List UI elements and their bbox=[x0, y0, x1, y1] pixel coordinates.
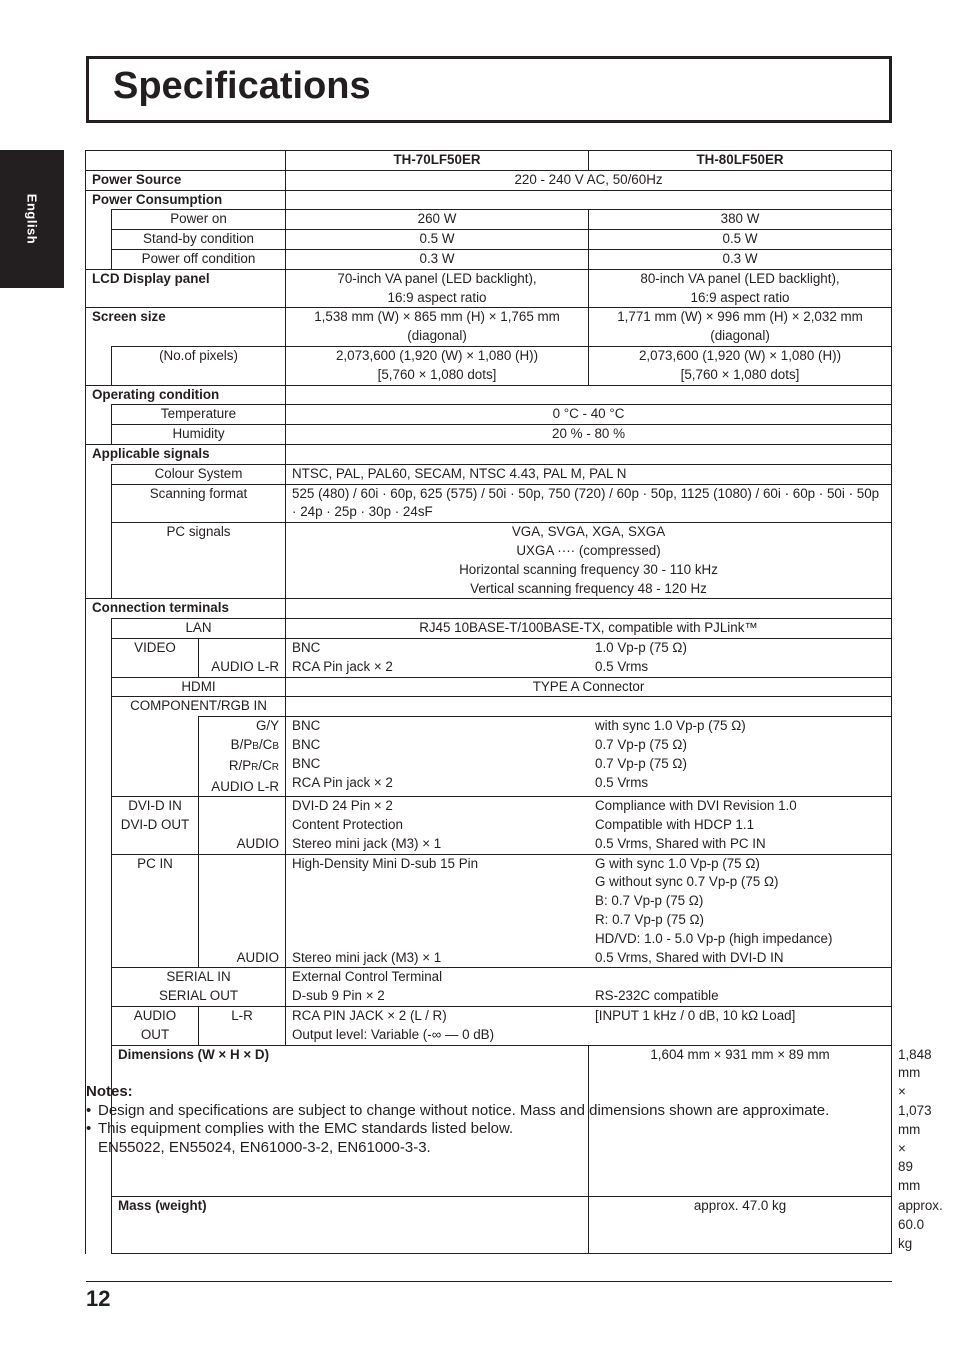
blank bbox=[112, 717, 199, 797]
row-label: Power Consumption bbox=[86, 190, 286, 210]
cell: 0.5 W bbox=[286, 230, 589, 250]
line: 80-inch VA panel (LED backlight), bbox=[640, 270, 840, 286]
bullet: • bbox=[86, 1101, 92, 1119]
cell: 0.3 W bbox=[589, 249, 892, 269]
header-blank bbox=[86, 151, 286, 171]
table-row bbox=[86, 151, 892, 171]
indent bbox=[86, 464, 112, 599]
row-label bbox=[112, 797, 199, 854]
row-sublabel bbox=[199, 797, 286, 854]
value: 0.5 Vrms bbox=[595, 658, 649, 674]
row-label: Dimensions (W × H × D) bbox=[112, 1045, 589, 1196]
table-row bbox=[86, 697, 892, 717]
page-title: Specifications bbox=[113, 65, 371, 107]
row-label: PC signals bbox=[112, 523, 286, 599]
model-header: TH-70LF50ER bbox=[286, 151, 589, 171]
cell: High-Density Mini D-sub 15 Pin G with sync 1.0 Vp-p (75 Ω) G without sync 0.7 Vp-p (75 Ω) B: 0.7 Vp-p (75 Ω) R: 0.7 Vp-p (75 Ω) HD/VD: 1.0 - 5.0 Vp-p (high impedance) Stereo mini jack (M3) × 1 0.5 Vrms, Shared with DVI-D IN bbox=[286, 854, 892, 968]
language-label: English bbox=[24, 193, 40, 245]
table-row bbox=[86, 484, 892, 523]
list-item bbox=[86, 1139, 886, 1158]
value: RCA Pin jack × 2 bbox=[292, 658, 393, 674]
cell bbox=[286, 190, 892, 210]
table-row bbox=[86, 249, 892, 269]
table-row bbox=[86, 269, 892, 308]
line: Vertical scanning frequency 48 - 120 Hz bbox=[470, 580, 707, 596]
row-label: Stand-by condition bbox=[112, 230, 286, 250]
line: [5,760 × 1,080 dots] bbox=[377, 366, 497, 382]
cell bbox=[286, 385, 892, 405]
table-row bbox=[86, 385, 892, 405]
row-label: Screen size bbox=[86, 308, 286, 347]
line: 2,073,600 (1,920 (W) × 1,080 (H)) bbox=[335, 347, 539, 363]
table-row bbox=[86, 1007, 892, 1046]
line: VGA, SVGA, XGA, SXGA bbox=[511, 524, 666, 540]
line: AUDIO bbox=[236, 949, 280, 965]
title-box bbox=[86, 56, 892, 123]
table-row bbox=[86, 968, 892, 1007]
cell: approx. 47.0 kg bbox=[589, 1197, 892, 1254]
line: AUDIO bbox=[236, 835, 280, 851]
table-row bbox=[86, 619, 892, 639]
row-label: Mass (weight) bbox=[112, 1197, 589, 1254]
table-row bbox=[86, 308, 892, 347]
cell bbox=[286, 308, 589, 347]
row-label: LCD Display panel bbox=[86, 269, 286, 308]
cell: 525 (480) / 60i · 60p, 625 (575) / 50i · 50p, 750 (720) / 60p · 50p, 1125 (1080) / 60i · 60p · 50i · 50p · 24p · 25p · 30p · 24sF bbox=[286, 484, 892, 523]
row-label: HDMI bbox=[112, 677, 286, 697]
list-item bbox=[86, 1102, 886, 1121]
table-row bbox=[86, 464, 892, 484]
row-sublabel bbox=[199, 854, 286, 968]
row-label: Temperature bbox=[112, 405, 286, 425]
table-row bbox=[86, 210, 892, 230]
notes bbox=[86, 1083, 886, 1157]
model-header: TH-80LF50ER bbox=[589, 151, 892, 171]
note-text: EN55022, EN55024, EN61000-3-2, EN61000-3-3. bbox=[98, 1138, 431, 1156]
line: 1,538 mm (W) × 865 mm (H) × 1,765 mm bbox=[314, 309, 560, 325]
table-row bbox=[86, 444, 892, 464]
table-row bbox=[86, 170, 892, 190]
note-text: This equipment complies with the EMC standards listed below. bbox=[98, 1120, 514, 1137]
row-label: Power on bbox=[112, 210, 286, 230]
table-row bbox=[86, 346, 892, 385]
cell: NTSC, PAL, PAL60, SECAM, NTSC 4.43, PAL M, PAL N bbox=[286, 464, 892, 484]
table-row bbox=[86, 797, 892, 854]
line: (diagonal) bbox=[710, 328, 770, 344]
row-label: Applicable signals bbox=[86, 444, 286, 464]
indent bbox=[86, 346, 112, 385]
list-item bbox=[86, 1120, 886, 1139]
row-sublabel: L-R bbox=[199, 1007, 286, 1046]
line: B/PB/CB bbox=[230, 736, 280, 752]
cell bbox=[589, 269, 892, 308]
line: AUDIO L-R bbox=[211, 658, 280, 674]
row-label: Scanning format bbox=[112, 484, 286, 523]
row-label: Power Source bbox=[86, 170, 286, 190]
table-row bbox=[86, 230, 892, 250]
line: R/PR/CR bbox=[228, 757, 280, 773]
indent bbox=[86, 619, 112, 1254]
cell: 0 °C - 40 °C bbox=[286, 405, 892, 425]
table-row bbox=[86, 599, 892, 619]
line: (diagonal) bbox=[407, 328, 467, 344]
indent bbox=[86, 210, 112, 269]
cell: 260 W bbox=[286, 210, 589, 230]
table-row bbox=[86, 638, 892, 677]
table-row bbox=[86, 717, 892, 797]
cell: 0.5 W bbox=[589, 230, 892, 250]
cell bbox=[286, 638, 892, 677]
notes-heading: Notes: bbox=[86, 1083, 133, 1100]
line: VIDEO bbox=[134, 639, 176, 655]
table-row bbox=[86, 523, 892, 599]
cell: RCA PIN JACK × 2 (L / R) [INPUT 1 kHz / 0 dB, 10 kΩ Load] Output level: Variable (-∞ — 0 dB) bbox=[286, 1007, 892, 1046]
line: OUT bbox=[140, 1026, 170, 1042]
cell bbox=[286, 346, 589, 385]
line: G/Y bbox=[255, 718, 280, 734]
cell: DVI-D 24 Pin × 2 Compliance with DVI Revision 1.0 Content Protection Compatible with HDCP 1.1 Stereo mini jack (M3) × 1 0.5 Vrms, Shared with PC IN bbox=[286, 797, 892, 854]
cell bbox=[286, 599, 892, 619]
row-label: Colour System bbox=[112, 464, 286, 484]
page-number: 12 bbox=[86, 1286, 111, 1311]
language-tab bbox=[0, 150, 64, 288]
row-sublabel bbox=[199, 638, 286, 677]
row-label: (No.of pixels) bbox=[112, 346, 286, 385]
cell: 380 W bbox=[589, 210, 892, 230]
cell bbox=[286, 697, 892, 717]
row-label: Power off condition bbox=[112, 249, 286, 269]
footer-divider bbox=[86, 1281, 892, 1282]
table-row bbox=[86, 405, 892, 425]
value: 1.0 Vp-p (75 Ω) bbox=[595, 639, 687, 655]
cell: RJ45 10BASE-T/100BASE-TX, compatible with PJLink™ bbox=[286, 619, 892, 639]
line: SERIAL IN bbox=[166, 969, 231, 985]
row-label: Connection terminals bbox=[86, 599, 286, 619]
line: UXGA ···· (compressed) bbox=[516, 542, 661, 558]
row-label: LAN bbox=[112, 619, 286, 639]
row-label bbox=[112, 1007, 199, 1046]
note-text: Design and specifications are subject to change without notice. Mass and dimensions shown are approximate. bbox=[98, 1101, 830, 1119]
cell: 20 % - 80 % bbox=[286, 425, 892, 445]
row-label: Operating condition bbox=[86, 385, 286, 405]
cell bbox=[286, 269, 589, 308]
line: SERIAL OUT bbox=[158, 988, 239, 1004]
cell bbox=[286, 523, 892, 599]
cell: External Control Terminal D-sub 9 Pin × 2 RS-232C compatible bbox=[286, 968, 892, 1007]
table-row bbox=[86, 677, 892, 697]
row-label: COMPONENT/RGB IN bbox=[112, 697, 286, 717]
bullet: • bbox=[86, 1120, 92, 1137]
cell: TYPE A Connector bbox=[286, 677, 892, 697]
row-label: Humidity bbox=[112, 425, 286, 445]
line: DVI-D IN bbox=[128, 798, 182, 814]
row-sublabel bbox=[199, 717, 286, 797]
cell: 220 - 240 V AC, 50/60Hz bbox=[286, 170, 892, 190]
line: 70-inch VA panel (LED backlight), bbox=[337, 270, 537, 286]
line: 16:9 aspect ratio bbox=[690, 289, 790, 305]
table-row bbox=[86, 190, 892, 210]
cell bbox=[589, 346, 892, 385]
row-label bbox=[112, 638, 199, 677]
table-row: Dimensions (W × H × D) 1,604 mm × 931 mm × 89 mm 1,848 mm × 1,073 mm × 89 mm bbox=[86, 1045, 892, 1196]
cell bbox=[286, 444, 892, 464]
value: BNC bbox=[292, 639, 321, 655]
table-row bbox=[86, 854, 892, 968]
line: AUDIO L-R bbox=[211, 778, 280, 794]
line: 1,771 mm (W) × 996 mm (H) × 2,032 mm bbox=[617, 309, 863, 325]
row-label bbox=[112, 968, 286, 1007]
indent bbox=[86, 405, 112, 445]
cell: BNC with sync 1.0 Vp-p (75 Ω) BNC 0.7 Vp-p (75 Ω) BNC 0.7 Vp-p (75 Ω) RCA Pin jack × 2 0.5 Vrms bbox=[286, 717, 892, 797]
line: 16:9 aspect ratio bbox=[387, 289, 487, 305]
table-row bbox=[86, 425, 892, 445]
line: DVI-D OUT bbox=[120, 817, 190, 833]
line: AUDIO bbox=[133, 1008, 177, 1024]
row-label: PC IN bbox=[112, 854, 199, 968]
line: 2,073,600 (1,920 (W) × 1,080 (H)) bbox=[638, 347, 842, 363]
cell: 1,604 mm × 931 mm × 89 mm bbox=[589, 1045, 892, 1196]
table-row: Mass (weight) approx. 47.0 kg approx. 60.0 kg bbox=[86, 1197, 892, 1254]
line: [5,760 × 1,080 dots] bbox=[680, 366, 800, 382]
cell bbox=[589, 308, 892, 347]
line: Horizontal scanning frequency 30 - 110 kHz bbox=[459, 561, 718, 577]
cell: 0.3 W bbox=[286, 249, 589, 269]
